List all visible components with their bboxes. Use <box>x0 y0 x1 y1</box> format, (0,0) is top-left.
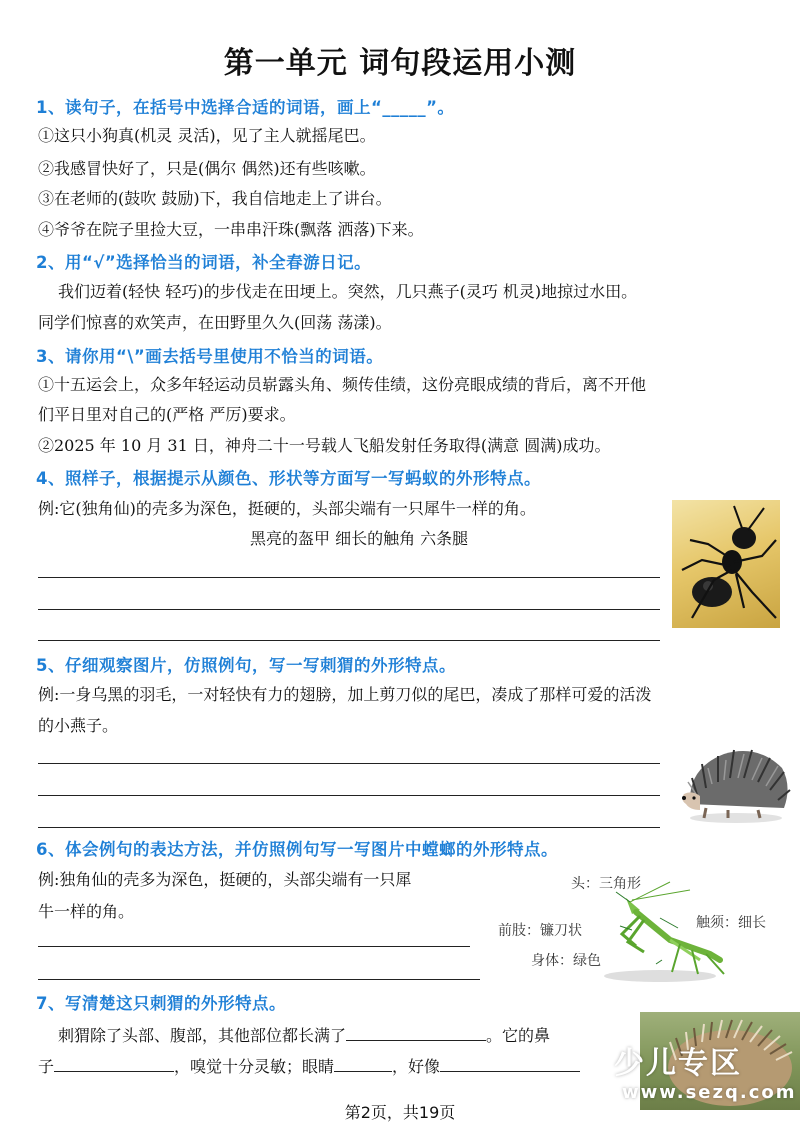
label-key: 触须： <box>696 915 738 931</box>
mantis-label-antenna <box>696 912 766 932</box>
q7-text: 刺猬除了头部、腹部，其他部位都长满了 <box>58 1026 347 1045</box>
q5-example-line-1: 例:一身乌黑的羽毛，一对轻快有力的翅膀，加上剪刀似的尾巴，凑成了那样可爱的活泼 <box>38 685 652 704</box>
q5-example-line-2: 的小燕子。 <box>38 716 119 735</box>
answer-line[interactable] <box>38 795 660 796</box>
fill-blank[interactable] <box>346 1024 486 1041</box>
mantis-label-body <box>531 950 601 970</box>
q4-hints: 黑亮的盔甲 细长的触角 六条腿 <box>250 529 469 548</box>
ant-icon <box>672 500 780 628</box>
answer-line[interactable] <box>38 827 660 828</box>
q2-line-1: 我们迈着(轻快 轻巧)的步伐走在田埂上。突然，几只燕子(灵巧 机灵)地掠过水田。 <box>58 282 638 301</box>
q6-example-line-2: 牛一样的角。 <box>38 902 135 921</box>
mantis-label-head <box>571 873 641 893</box>
q3-line-1: ①十五运会上，众多年轻运动员崭露头角、频传佳绩，这份亮眼成绩的背后，离不开他 <box>38 375 647 394</box>
fill-blank[interactable] <box>440 1055 580 1072</box>
answer-line[interactable] <box>38 640 660 641</box>
question-3-heading: 3、请你用“\”画去括号里使用不恰当的词语。 <box>36 347 384 366</box>
answer-line[interactable] <box>38 577 660 578</box>
q7-text: ，好像 <box>392 1057 441 1076</box>
q1-item-3: ③在老师的(鼓吹 鼓励)下，我自信地走上了讲台。 <box>38 189 392 208</box>
fill-blank[interactable] <box>54 1055 174 1072</box>
q3-line-3: ②2025 年 10 月 31 日，神舟二十一号载人飞船发射任务取得(满意 圆满)成功。 <box>38 436 611 455</box>
label-value: 绿色 <box>573 953 601 969</box>
q1-item-1: ①这只小狗真(机灵 灵活)，见了主人就摇尾巴。 <box>38 126 376 145</box>
label-value: 三角形 <box>599 876 641 892</box>
label-value: 镰刀状 <box>540 923 582 939</box>
question-5-heading: 5、仔细观察图片，仿照例句，写一写刺猬的外形特点。 <box>36 656 456 675</box>
watermark-url: www.sezq.com <box>622 1082 797 1103</box>
q7-text: 子 <box>38 1057 55 1076</box>
q1-item-4: ④爷爷在院子里捡大豆，一串串汗珠(飘落 洒落)下来。 <box>38 220 424 239</box>
ant-image <box>672 500 780 628</box>
question-4-heading: 4、照样子，根据提示从颜色、形状等方面写一写蚂蚁的外形特点。 <box>36 469 541 488</box>
page-number: 第2页，共19页 <box>344 1103 456 1122</box>
fill-blank[interactable] <box>334 1055 392 1072</box>
q1-item-2: ②我感冒快好了，只是(偶尔 偶然)还有些咳嗽。 <box>38 159 376 178</box>
q7-line-1 <box>58 1024 550 1046</box>
question-7-heading: 7、写清楚这只刺猬的外形特点。 <box>36 994 286 1013</box>
q2-line-2: 同学们惊喜的欢笑声，在田野里久久(回荡 荡漾)。 <box>38 313 392 332</box>
q7-text: 。它的鼻 <box>486 1026 551 1045</box>
answer-line[interactable] <box>38 609 660 610</box>
hedgehog-icon <box>678 738 794 824</box>
label-key: 前肢： <box>498 923 540 939</box>
page-title: 第一单元 词句段运用小测 <box>223 46 577 81</box>
q4-example: 例:它(独角仙)的壳多为深色，挺硬的，头部尖端有一只犀牛一样的角。 <box>38 499 536 518</box>
answer-line[interactable] <box>38 979 480 980</box>
question-2-heading: 2、用“√”选择恰当的词语，补全春游日记。 <box>36 253 372 272</box>
label-value: 细长 <box>738 915 766 931</box>
label-key: 头： <box>571 876 599 892</box>
answer-line[interactable] <box>38 763 660 764</box>
q6-example-line-1: 例:独角仙的壳多为深色，挺硬的，头部尖端有一只犀 <box>38 870 412 889</box>
answer-line[interactable] <box>38 946 470 947</box>
watermark-brand: 少儿专区 <box>614 1046 742 1081</box>
question-6-heading: 6、体会例句的表达方法，并仿照例句写一写图片中螳螂的外形特点。 <box>36 840 558 859</box>
q3-line-2: 们平日里对自己的(严格 严厉)要求。 <box>38 405 296 424</box>
label-key: 身体： <box>531 953 573 969</box>
hedgehog-image <box>678 738 794 824</box>
q7-line-2 <box>38 1055 580 1077</box>
mantis-label-forelimb <box>498 920 582 940</box>
question-1-heading: 1、读句子，在括号中选择合适的词语，画上“_____”。 <box>36 98 455 117</box>
q7-text: ，嗅觉十分灵敏；眼睛 <box>174 1057 335 1076</box>
